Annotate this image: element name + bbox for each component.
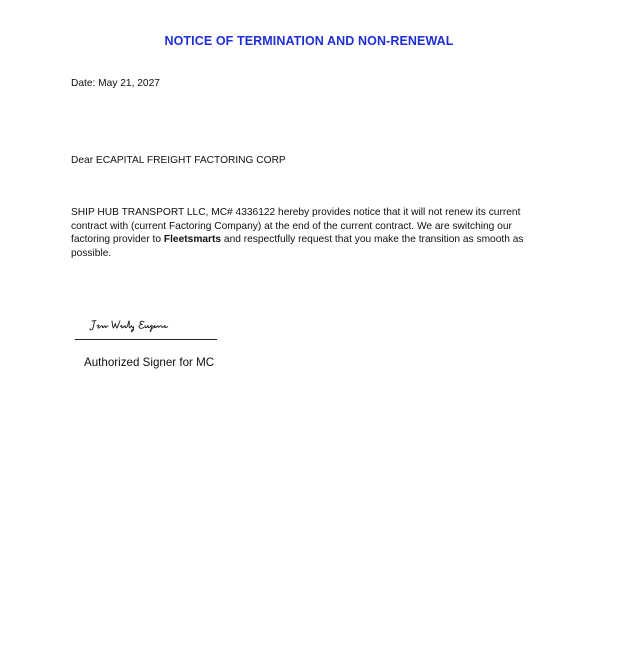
page-title: NOTICE OF TERMINATION AND NON-RENEWAL xyxy=(164,34,454,48)
new-provider-name: Fleetsmarts xyxy=(163,234,222,246)
handwritten-signature xyxy=(86,318,196,334)
body-text-part-1: SHIP HUB TRANSPORT LLC, MC# 4336122 hereby provides notice that it will not renew its current contract with (current Factoring Company) at the end of the current contract. We are switching our factoring provider to xyxy=(71,207,521,246)
body-paragraph xyxy=(71,206,541,260)
signature-line xyxy=(75,339,217,340)
salutation: Dear ECAPITAL FREIGHT FACTORING CORP xyxy=(71,155,286,166)
date-line: Date: May 21, 2027 xyxy=(71,78,160,89)
body-text-part-2: and respectfully request that you make the transition as smooth as possible. xyxy=(71,234,524,259)
signer-label: Authorized Signer for MC xyxy=(84,356,215,369)
